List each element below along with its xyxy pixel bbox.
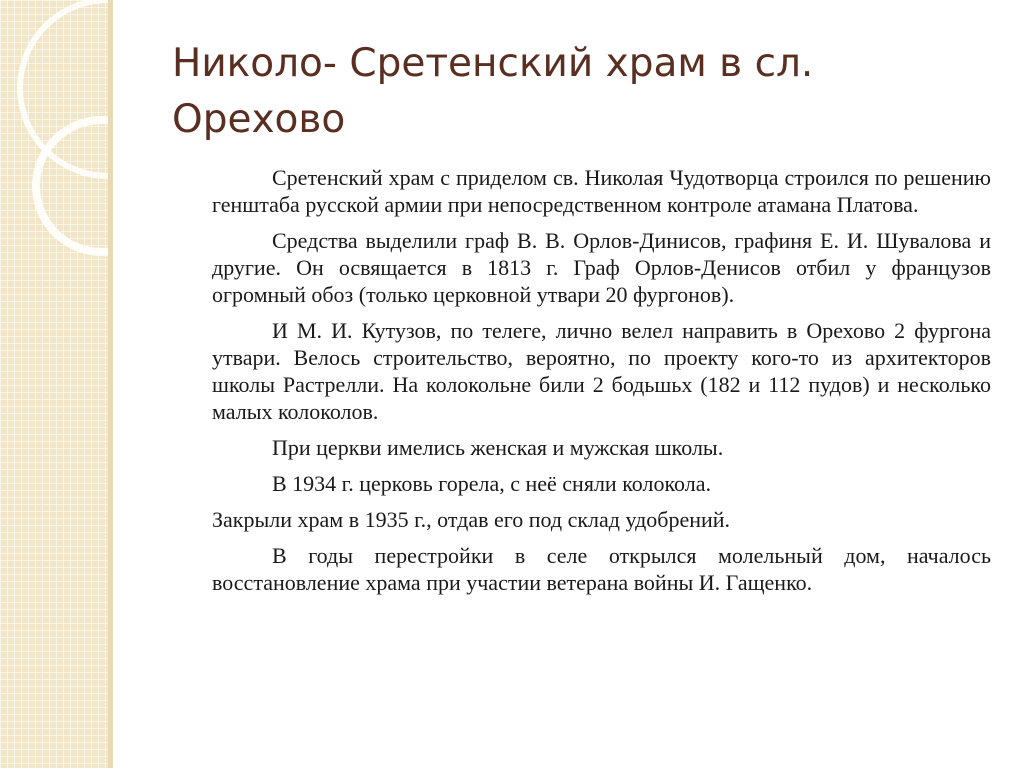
paragraph-4: При церкви имелись женская и мужская школы. bbox=[272, 435, 724, 460]
band-edge bbox=[108, 0, 113, 768]
paragraph-5: В 1934 г. церковь горела, с неё сняли колокола. bbox=[272, 471, 711, 496]
paragraph-2: Средства выделили граф В. В. Орлов-Динисов, графиня Е. И. Шувалова и другие. Он освящается в 1813 г. Граф Орлов-Денисов отбил у французов огромный обоз (только церковной утвари 20 фургонов). bbox=[212, 228, 991, 307]
decorative-circle-small bbox=[36, 120, 113, 252]
paragraph-3: И М. И. Кутузов, по телеге, лично велел направить в Орехово 2 фургона утвари. Велось строительство, вероятно, по проекту кого-то из архитекторов школы Растрелли. На колокольне били 2 бодьшьх (182 и 112 пудов) и несколько малых колоколов. bbox=[212, 318, 991, 424]
paragraph-6: Закрыли храм в 1935 г., отдав его под склад удобрений. bbox=[212, 507, 731, 532]
paragraph-1: Сретенский храм с приделом св. Николая Чудотворца строился по решению генштаба русской армии при непосредственном контроле атамана Платова. bbox=[212, 165, 991, 217]
decorative-circle-large bbox=[20, 0, 113, 176]
paragraph-7: В годы перестройки в селе открылся молельный дом, началось восстановление храма при участии ветерана войны И. Гащенко. bbox=[212, 543, 991, 595]
decorative-side-band bbox=[0, 0, 113, 768]
decorative-circles bbox=[0, 0, 113, 768]
slide-title: Николо- Сретенский храм в сл. Орехово bbox=[172, 41, 814, 142]
slide-body bbox=[212, 164, 991, 605]
